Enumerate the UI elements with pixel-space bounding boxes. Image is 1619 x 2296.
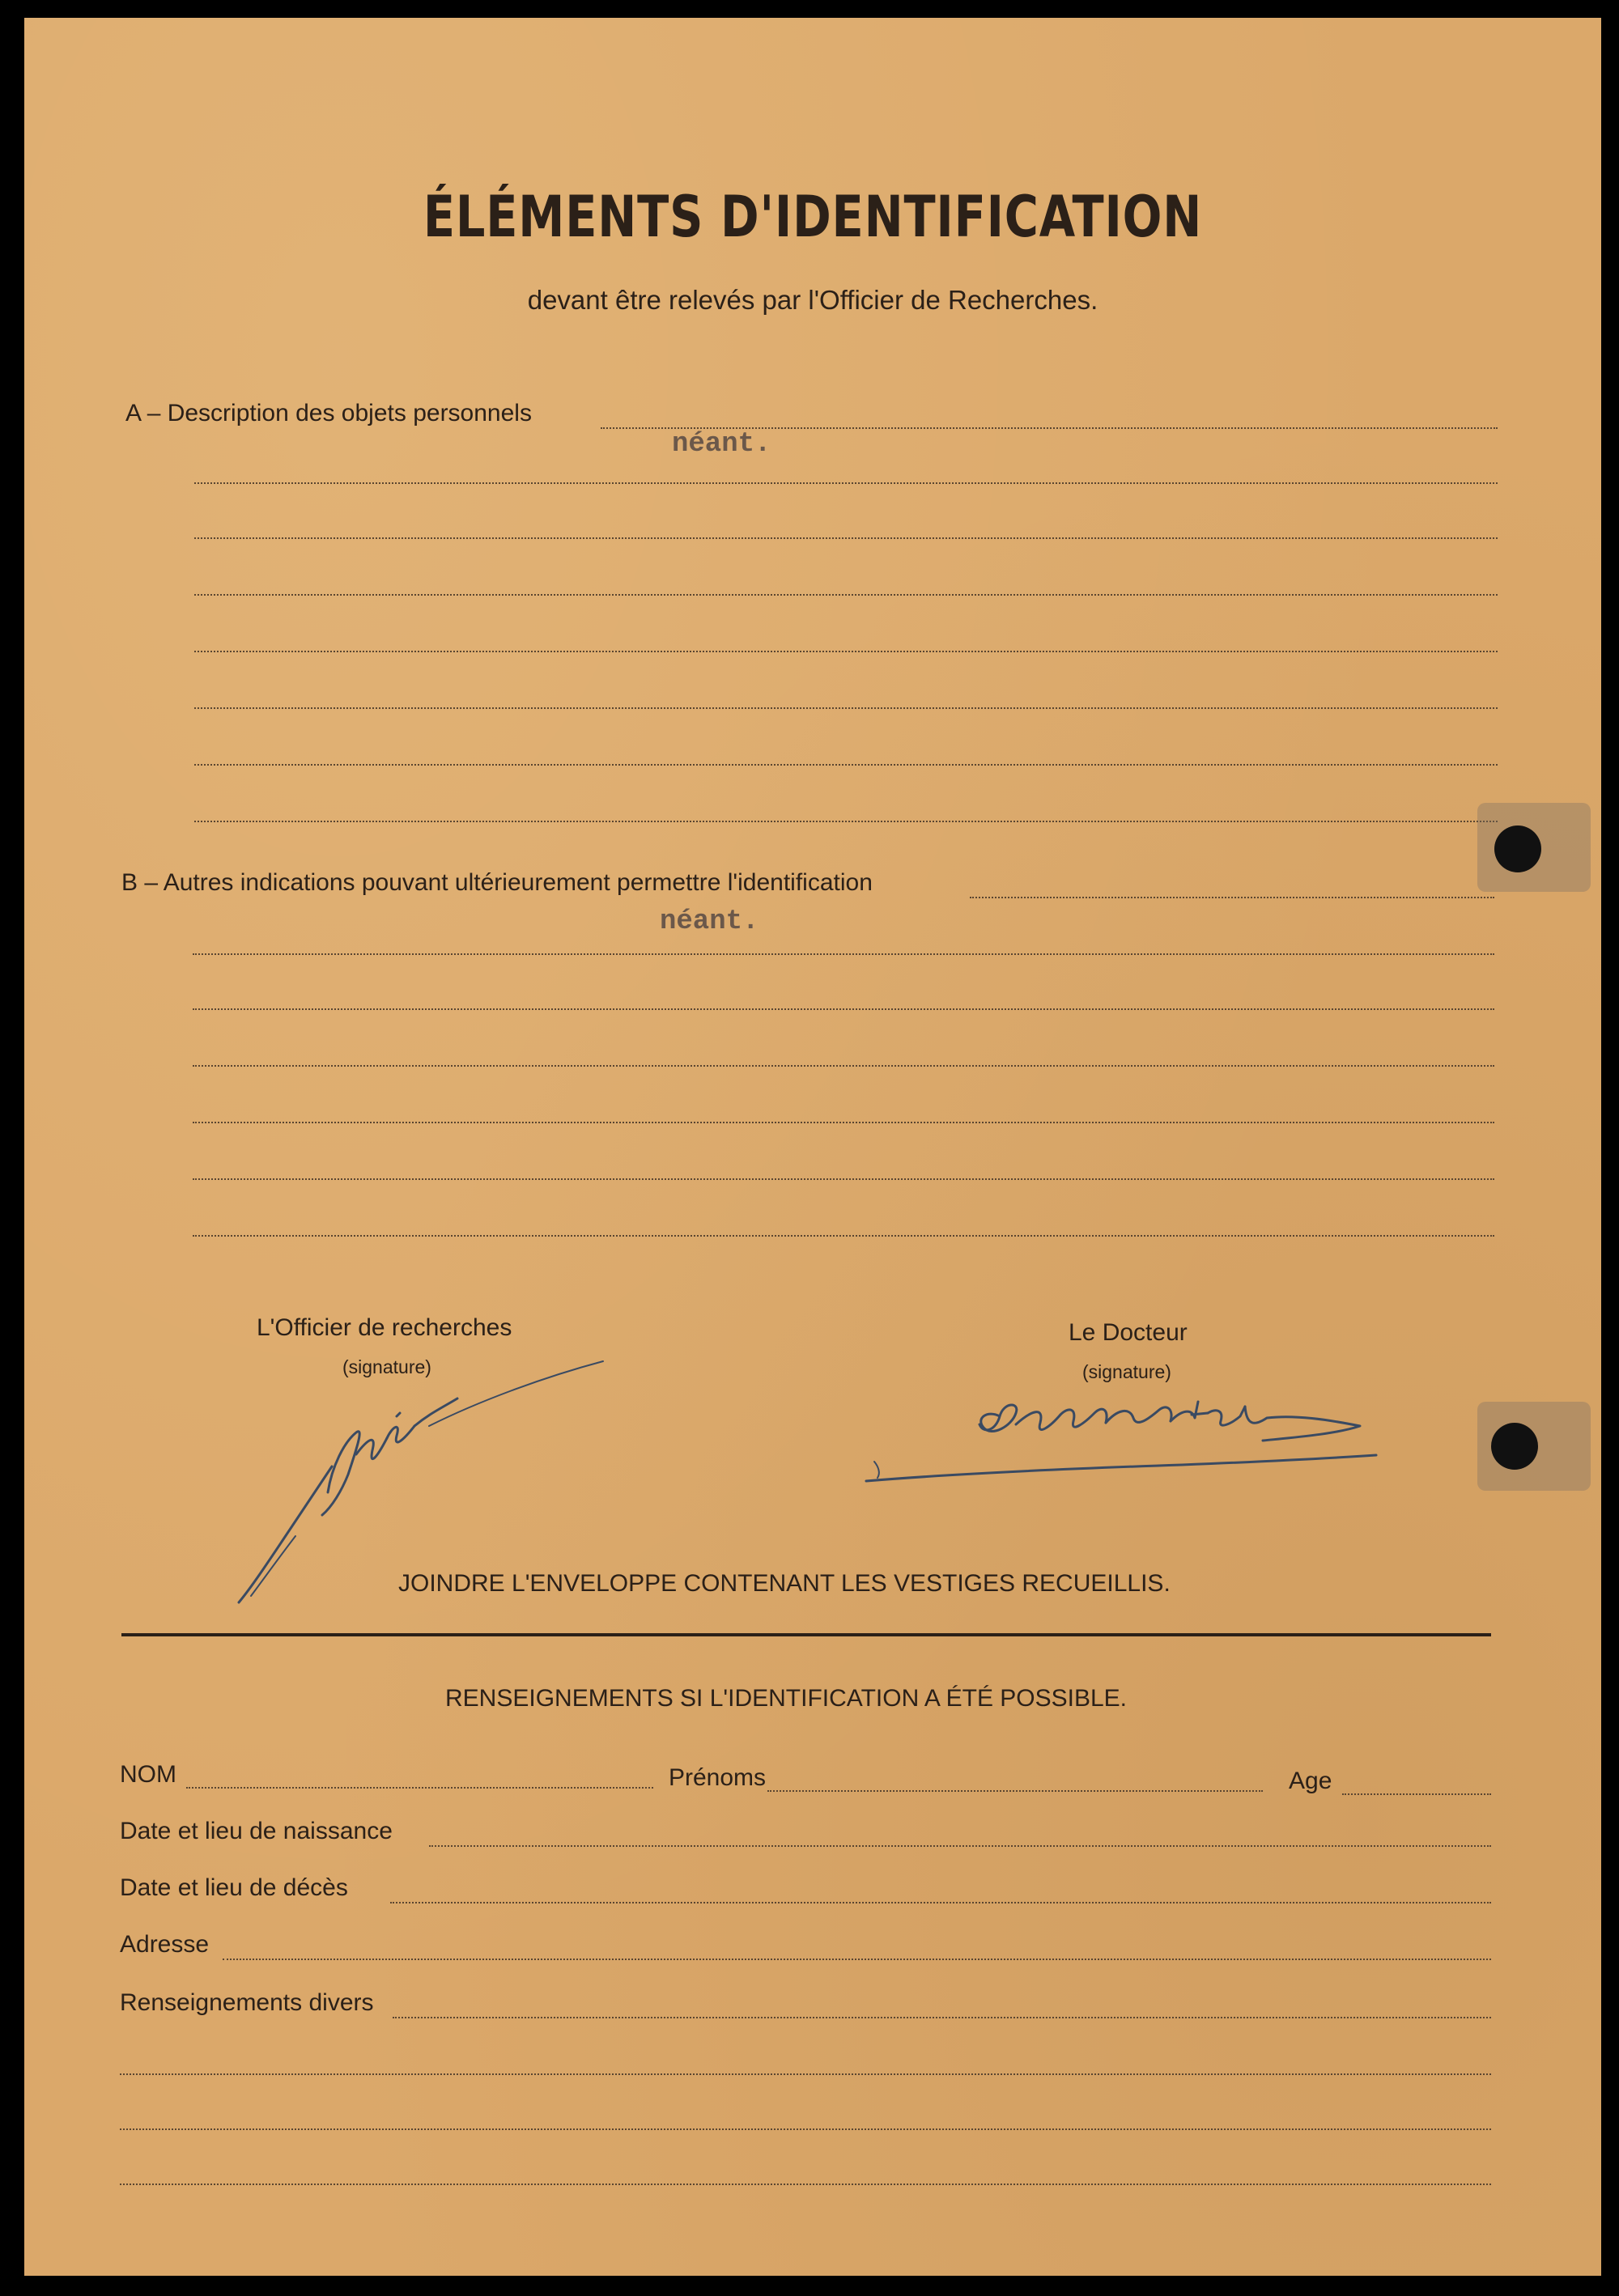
form-page bbox=[24, 18, 1601, 2276]
section-b-typed-value: néant. bbox=[660, 906, 759, 937]
punch-hole bbox=[1494, 825, 1541, 872]
nom-label: NOM bbox=[120, 1761, 176, 1788]
envelope-note: JOINDRE L'ENVELOPPE CONTENANT LES VESTIGES RECUEILLIS. bbox=[398, 1570, 1171, 1597]
section-a-line bbox=[194, 707, 1498, 709]
divers-field bbox=[393, 2017, 1491, 2018]
doctor-signature bbox=[842, 1377, 1400, 1507]
section-a-line bbox=[194, 594, 1498, 596]
officer-signature-note: (signature) bbox=[342, 1356, 431, 1377]
naissance-field bbox=[429, 1845, 1491, 1847]
section-b-line bbox=[193, 1122, 1494, 1123]
divers-line bbox=[120, 2128, 1491, 2130]
section-a-typed-value: néant. bbox=[672, 429, 771, 460]
divers-line bbox=[120, 2073, 1491, 2075]
identification-heading: RENSEIGNEMENTS SI L'IDENTIFICATION A ÉTÉ POSSIBLE. bbox=[445, 1685, 1128, 1712]
doctor-signature-note: (signature) bbox=[1082, 1361, 1171, 1382]
section-a-line bbox=[194, 482, 1498, 484]
section-b-line bbox=[970, 897, 1494, 898]
age-label: Age bbox=[1289, 1768, 1332, 1794]
section-a-label: A – Description des objets personnels bbox=[125, 400, 532, 427]
punch-hole bbox=[1491, 1423, 1538, 1470]
section-a-line bbox=[194, 821, 1498, 822]
prenoms-field bbox=[767, 1790, 1263, 1792]
section-b-line bbox=[193, 1065, 1494, 1067]
section-a-line bbox=[194, 764, 1498, 766]
section-a-line bbox=[194, 537, 1498, 539]
divers-line bbox=[120, 2184, 1491, 2185]
form-title: ÉLÉMENTS D'IDENTIFICATION bbox=[423, 184, 1203, 250]
section-a-line bbox=[194, 651, 1498, 652]
section-b-line bbox=[193, 1235, 1494, 1237]
section-b-label: B – Autres indications pouvant ultérieurement permettre l'identification bbox=[121, 869, 873, 896]
naissance-label: Date et lieu de naissance bbox=[120, 1818, 393, 1844]
divers-label: Renseignements divers bbox=[120, 1989, 374, 2016]
officer-signature-title: L'Officier de recherches bbox=[257, 1314, 512, 1341]
age-field bbox=[1342, 1793, 1491, 1795]
section-b-line bbox=[193, 1008, 1494, 1010]
adresse-field bbox=[223, 1959, 1491, 1960]
prenoms-label: Prénoms bbox=[669, 1764, 767, 1791]
section-b-line bbox=[193, 1178, 1494, 1180]
section-b-line bbox=[193, 953, 1494, 955]
doctor-signature-title: Le Docteur bbox=[1069, 1319, 1188, 1346]
form-subtitle: devant être relevés par l'Officier de Recherches. bbox=[527, 285, 1098, 315]
deces-label: Date et lieu de décès bbox=[120, 1874, 348, 1901]
adresse-label: Adresse bbox=[120, 1931, 210, 1958]
section-divider bbox=[121, 1633, 1491, 1636]
nom-field bbox=[186, 1787, 653, 1789]
deces-field bbox=[390, 1902, 1491, 1903]
